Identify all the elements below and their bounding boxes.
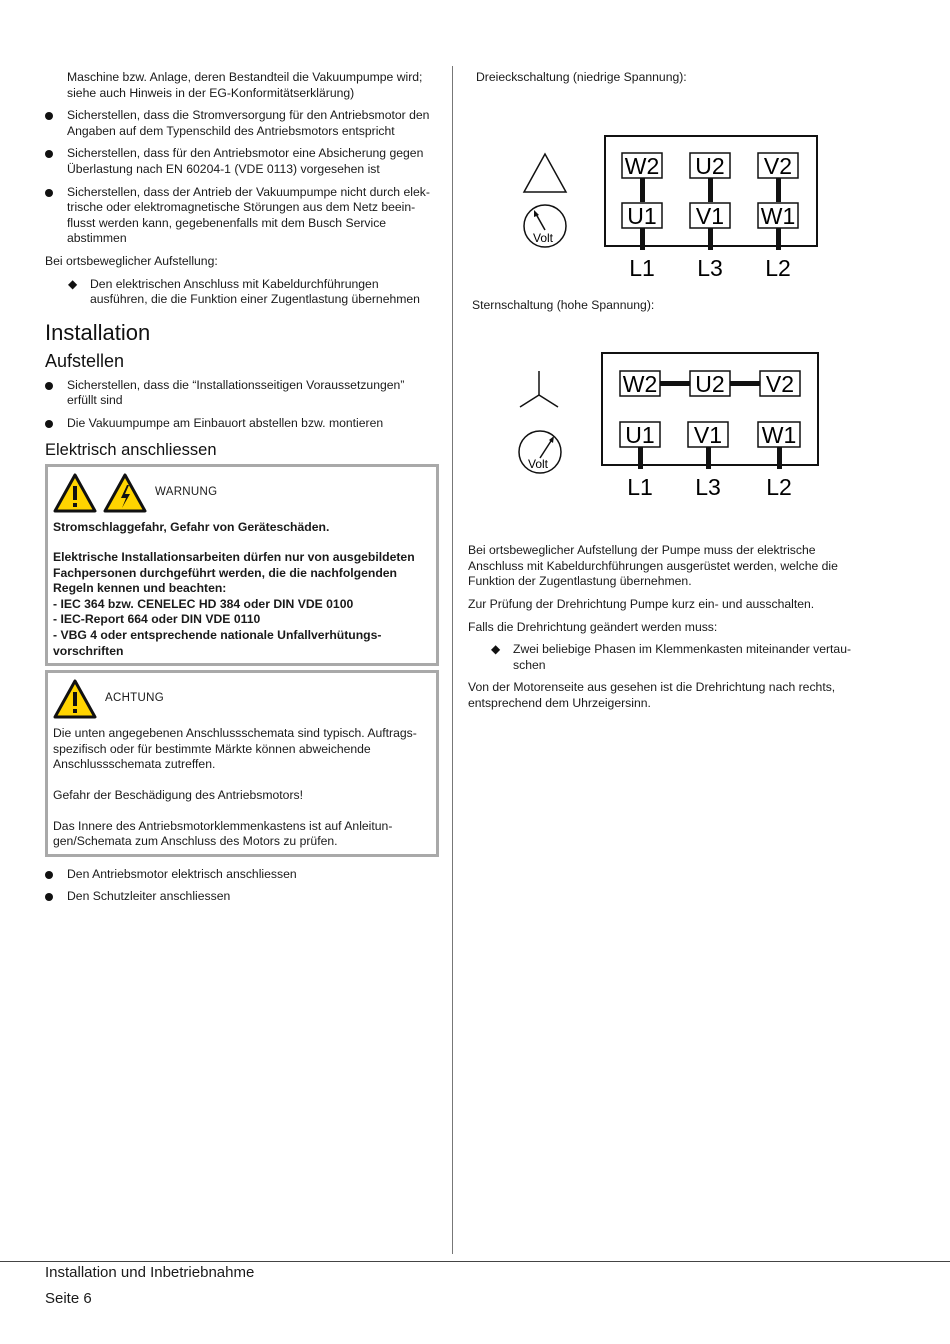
delta-caption: Dreieckschaltung (niedrige Spannung): (476, 70, 687, 84)
terminal-label: U1 (627, 202, 657, 229)
bottom-bullet-list (45, 867, 437, 905)
rotation-change-list (468, 642, 868, 673)
terminal-label: W1 (761, 422, 797, 449)
column-divider (452, 66, 453, 1254)
line-label: L2 (766, 474, 792, 501)
terminal-label: W2 (624, 152, 660, 179)
heading-installation: Installation (45, 319, 151, 345)
intro-continuation: Maschine bzw. Anlage, deren Bestandteil die Vakuumpumpe wird; siehe auch Hinweis in der EG-Konformitätserklärung) (67, 70, 423, 100)
star-connection-diagram (468, 313, 868, 513)
mobile-setup-label: Bei ortsbeweglicher Aufstellung: (45, 253, 218, 268)
line-label: L3 (697, 254, 723, 281)
list-item: Sicherstellen, dass der Antrieb der Vakuumpumpe nicht durch elek-trische oder elektromagnetische Störungen aus dem Netz beein-flusst werden kann, gegebenenfalls mit dem Busch Service abstimmen (45, 185, 437, 247)
terminal-label: U1 (625, 422, 655, 449)
top-bullet-list (45, 108, 437, 247)
footer-title: Installation und Inbetriebnahme (45, 1264, 255, 1281)
heading-elektrisch: Elektrisch anschliessen (45, 440, 217, 459)
list-item: Sicherstellen, dass die Stromversorgung für den Antriebsmotor den Angaben auf dem Typenschild des Antriebsmotors entspricht (45, 108, 437, 139)
warning-label: WARNUNG (155, 485, 218, 498)
list-item: ◆ Den elektrischen Anschluss mit Kabeldurchführungen ausführen, die die Funktion einer Zugentlastung übernehmen (45, 277, 437, 308)
warning-triangle-icon (53, 473, 97, 513)
rotation-direction-paragraph: Von der Motorenseite aus gesehen ist die Drehrichtung nach rechts, entsprechend dem Uhrzeigersinn. (468, 680, 836, 710)
line-label: L1 (629, 254, 655, 281)
line-label: L1 (627, 474, 653, 501)
terminal-label: V1 (693, 422, 723, 449)
right-column (468, 70, 868, 719)
terminal-label: U2 (695, 152, 725, 179)
terminal-label: V2 (765, 371, 795, 398)
list-item: Sicherstellen, dass für den Antriebsmotor eine Absicherung gegen Überlastung nach EN 60204-1 (VDE 0113) vorgesehen ist (45, 146, 437, 177)
list-item: ◆ Zwei beliebige Phasen im Klemmenkasten miteinander vertau-schen (468, 642, 868, 673)
warning-rule: - IEC-Report 664 oder DIN VDE 0110 (53, 612, 261, 627)
list-item: Die Vakuumpumpe am Einbauort abstellen bzw. montieren (45, 416, 437, 432)
terminal-label: W2 (622, 371, 658, 398)
delta-symbol-icon (524, 154, 566, 192)
list-item: Den Antriebsmotor elektrisch anschliessen (45, 867, 437, 883)
terminal-label: U2 (695, 371, 725, 398)
volt-label: Volt (533, 230, 554, 245)
terminal-label: V2 (763, 152, 793, 179)
delta-connection-diagram (468, 86, 868, 286)
heading-aufstellen: Aufstellen (45, 350, 125, 371)
page-number: Seite 6 (45, 1290, 92, 1307)
caution-text: Das Innere des Antriebsmotorklemmenkastens ist auf Anleitun-gen/Schemata zum Anschluss des Motors zu prüfen. (53, 818, 393, 849)
warning-rule: - VBG 4 oder entsprechende nationale Unfallverhütungs-vorschriften (53, 628, 382, 658)
warning-header (53, 472, 431, 514)
mobile-setup-list (45, 277, 437, 308)
terminal-label: V1 (695, 202, 725, 229)
warning-title: Stromschlaggefahr, Gefahr von Geräteschäden. (53, 519, 330, 534)
electric-shock-icon (103, 473, 147, 513)
caution-text: Gefahr der Beschädigung des Antriebsmotors! (53, 788, 303, 803)
terminal-label: W1 (760, 202, 796, 229)
line-label: L2 (765, 254, 791, 281)
caution-header (53, 678, 431, 720)
warning-rule: - IEC 364 bzw. CENELEC HD 384 oder DIN VDE 0100 (53, 596, 354, 611)
mobile-connection-paragraph: Bei ortsbeweglicher Aufstellung der Pumpe muss der elektrische Anschluss mit Kabeldurchführungen ausgerüstet werden, welche die Funktion der Zugentlastung übernehmen. (468, 543, 838, 589)
aufstellen-list (45, 378, 437, 432)
rotation-check-paragraph: Zur Prüfung der Drehrichtung Pumpe kurz ein- und ausschalten. (468, 596, 815, 611)
rotation-change-paragraph: Falls die Drehrichtung geändert werden muss: (468, 619, 718, 634)
caution-text: Die unten angegebenen Anschlussschemata sind typisch. Auftrags-spezifisch oder für bestimmte Märkte können abweichende Anschlussschemata zutreffen. (53, 726, 417, 772)
star-caption: Sternschaltung (hohe Spannung): (472, 297, 655, 312)
list-item: Sicherstellen, dass die “Installationsseitigen Voraussetzungen” erfüllt sind (45, 378, 437, 409)
caution-box (45, 670, 439, 857)
line-label: L3 (695, 474, 721, 501)
caution-triangle-icon (53, 679, 97, 719)
list-item: Den Schutzleiter anschliessen (45, 889, 437, 905)
caution-label: ACHTUNG (105, 692, 164, 705)
volt-label: Volt (528, 457, 549, 472)
footer-divider (0, 1261, 950, 1262)
warning-text: Elektrische Installationsarbeiten dürfen nur von ausgebildeten Fachpersonen durchgeführt werden, die die nachfolgenden Regeln kennen und beachten: (53, 550, 415, 596)
warning-box (45, 464, 439, 667)
left-column (45, 70, 437, 912)
